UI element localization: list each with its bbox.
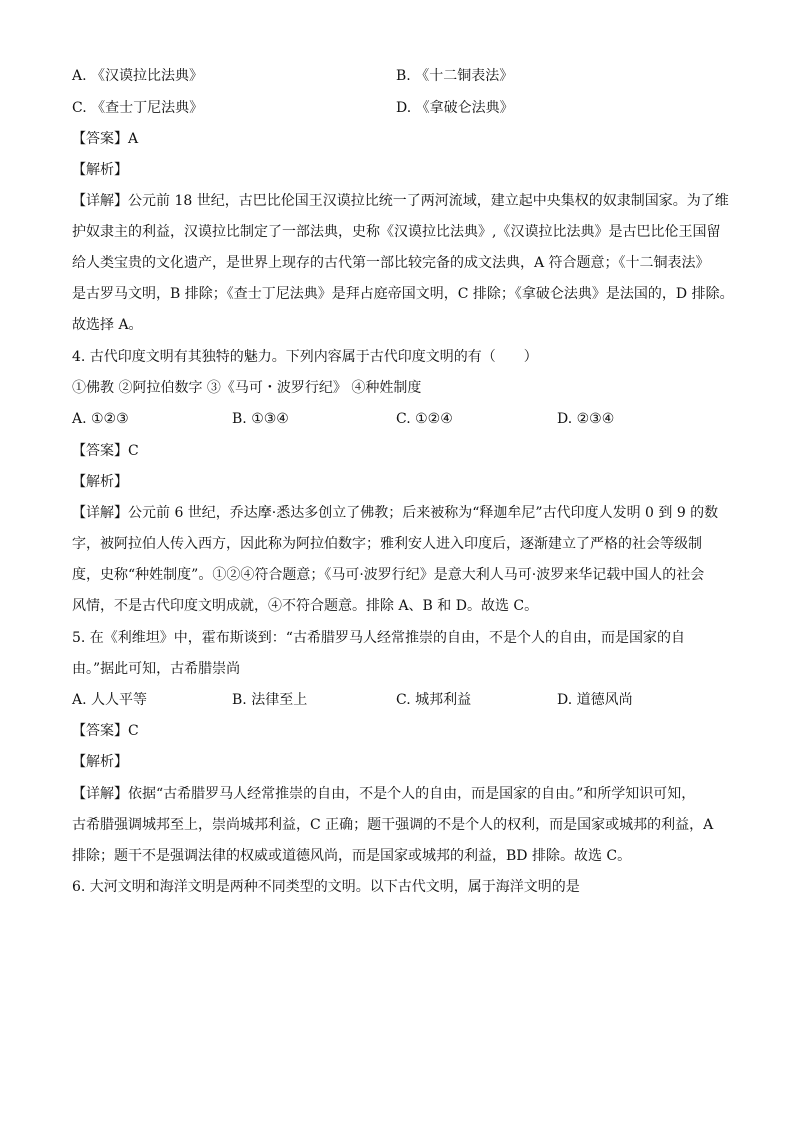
q4-option-a: A. ①②③ bbox=[72, 411, 129, 427]
q3-detail-line: 【详解】公元前 18 世纪，古巴比伦国王汉谟拉比统一了两河流域，建立起中央集权的奴隶制国家。为了维 bbox=[72, 193, 729, 209]
q4-detail bbox=[72, 503, 732, 627]
q4-analysis-label: 【解析】 bbox=[72, 474, 128, 490]
q5-stem-line: 5. 在《利维坦》中，霍布斯谈到：“古希腊罗马人经常推崇的自由，不是个人的自由，而是国家的自 bbox=[72, 630, 685, 646]
q3-option-c: C. 《查士丁尼法典》 bbox=[72, 100, 204, 116]
q5-stem bbox=[72, 628, 732, 690]
q5-option-b: B. 法律至上 bbox=[232, 692, 308, 708]
q5-answer: 【答案】C bbox=[72, 723, 139, 739]
q6-stem: 6. 大河文明和海洋文明是两种不同类型的文明。以下古代文明，属于海洋文明的是 bbox=[72, 879, 580, 895]
q5-detail-line: 【详解】依据“古希腊罗马人经常推崇的自由，不是个人的自由，而是国家的自由。”和所学知识可知， bbox=[72, 786, 696, 802]
q3-analysis-label: 【解析】 bbox=[72, 162, 128, 178]
q3-detail-line: 护奴隶主的利益，汉谟拉比制定了一部法典，史称《汉谟拉比法典》,《汉谟拉比法典》是古巴比伦王国留 bbox=[72, 224, 721, 240]
q5-detail bbox=[72, 784, 732, 877]
q4-option-b: B. ①③④ bbox=[232, 411, 289, 427]
q3-detail-line: 故选择 A。 bbox=[72, 317, 143, 333]
q5-analysis-label: 【解析】 bbox=[72, 754, 128, 770]
q3-option-a: A. 《汉谟拉比法典》 bbox=[72, 68, 204, 84]
q5-option-a: A. 人人平等 bbox=[72, 692, 148, 708]
q5-stem-line: 由。”据此可知，古希腊崇尚 bbox=[72, 661, 241, 677]
q4-detail-line: 字，被阿拉伯人传入西方，因此称为阿拉伯数字；雅利安人进入印度后，逐渐建立了严格的社会等级制 bbox=[72, 536, 702, 552]
q3-option-d: D. 《拿破仑法典》 bbox=[396, 100, 514, 116]
q3-detail bbox=[72, 191, 732, 346]
q4-detail-line: 【详解】公元前 6 世纪，乔达摩·悉达多创立了佛教；后来被称为“释迦牟尼”古代印度人发明 0 到 9 的数 bbox=[72, 505, 719, 521]
q4-stem: 4. 古代印度文明有其独特的魅力。下列内容属于古代印度文明的有（ ） bbox=[72, 349, 538, 365]
q3-answer: 【答案】A bbox=[72, 131, 139, 147]
q4-option-d: D. ②③④ bbox=[557, 411, 615, 427]
q4-detail-line: 风情，不是古代印度文明成就，④不符合题意。排除 A、B 和 D。故选 C。 bbox=[72, 598, 539, 614]
q4-detail-line: 度，史称“种姓制度”。①②④符合题意；《马可·波罗行纪》是意大利人马可·波罗来华记载中国人的社会 bbox=[72, 567, 705, 583]
q3-option-b: B. 《十二铜表法》 bbox=[396, 68, 514, 84]
q5-detail-line: 排除；题干不是强调法律的权威或道德风尚，而是国家或城邦的利益，BD 排除。故选 C。 bbox=[72, 848, 632, 864]
q4-answer: 【答案】C bbox=[72, 443, 139, 459]
q5-detail-line: 古希腊强调城邦至上，崇尚城邦利益，C 正确；题干强调的不是个人的权利，而是国家或城邦的利益，A bbox=[72, 817, 714, 833]
q5-option-c: C. 城邦利益 bbox=[396, 692, 472, 708]
q4-items: ①佛教 ②阿拉伯数字 ③《马可・波罗行纪》 ④种姓制度 bbox=[72, 380, 422, 396]
q3-detail-line: 给人类宝贵的文化遗产，是世界上现存的古代第一部比较完备的成文法典，A 符合题意；《十二铜表法》 bbox=[72, 255, 710, 271]
q5-option-d: D. 道德风尚 bbox=[557, 692, 633, 708]
q4-option-c: C. ①②④ bbox=[396, 411, 453, 427]
q3-detail-line: 是古罗马文明，B 排除；《查士丁尼法典》是拜占庭帝国文明，C 排除；《拿破仑法典》是法国的，D 排除。 bbox=[72, 286, 734, 302]
